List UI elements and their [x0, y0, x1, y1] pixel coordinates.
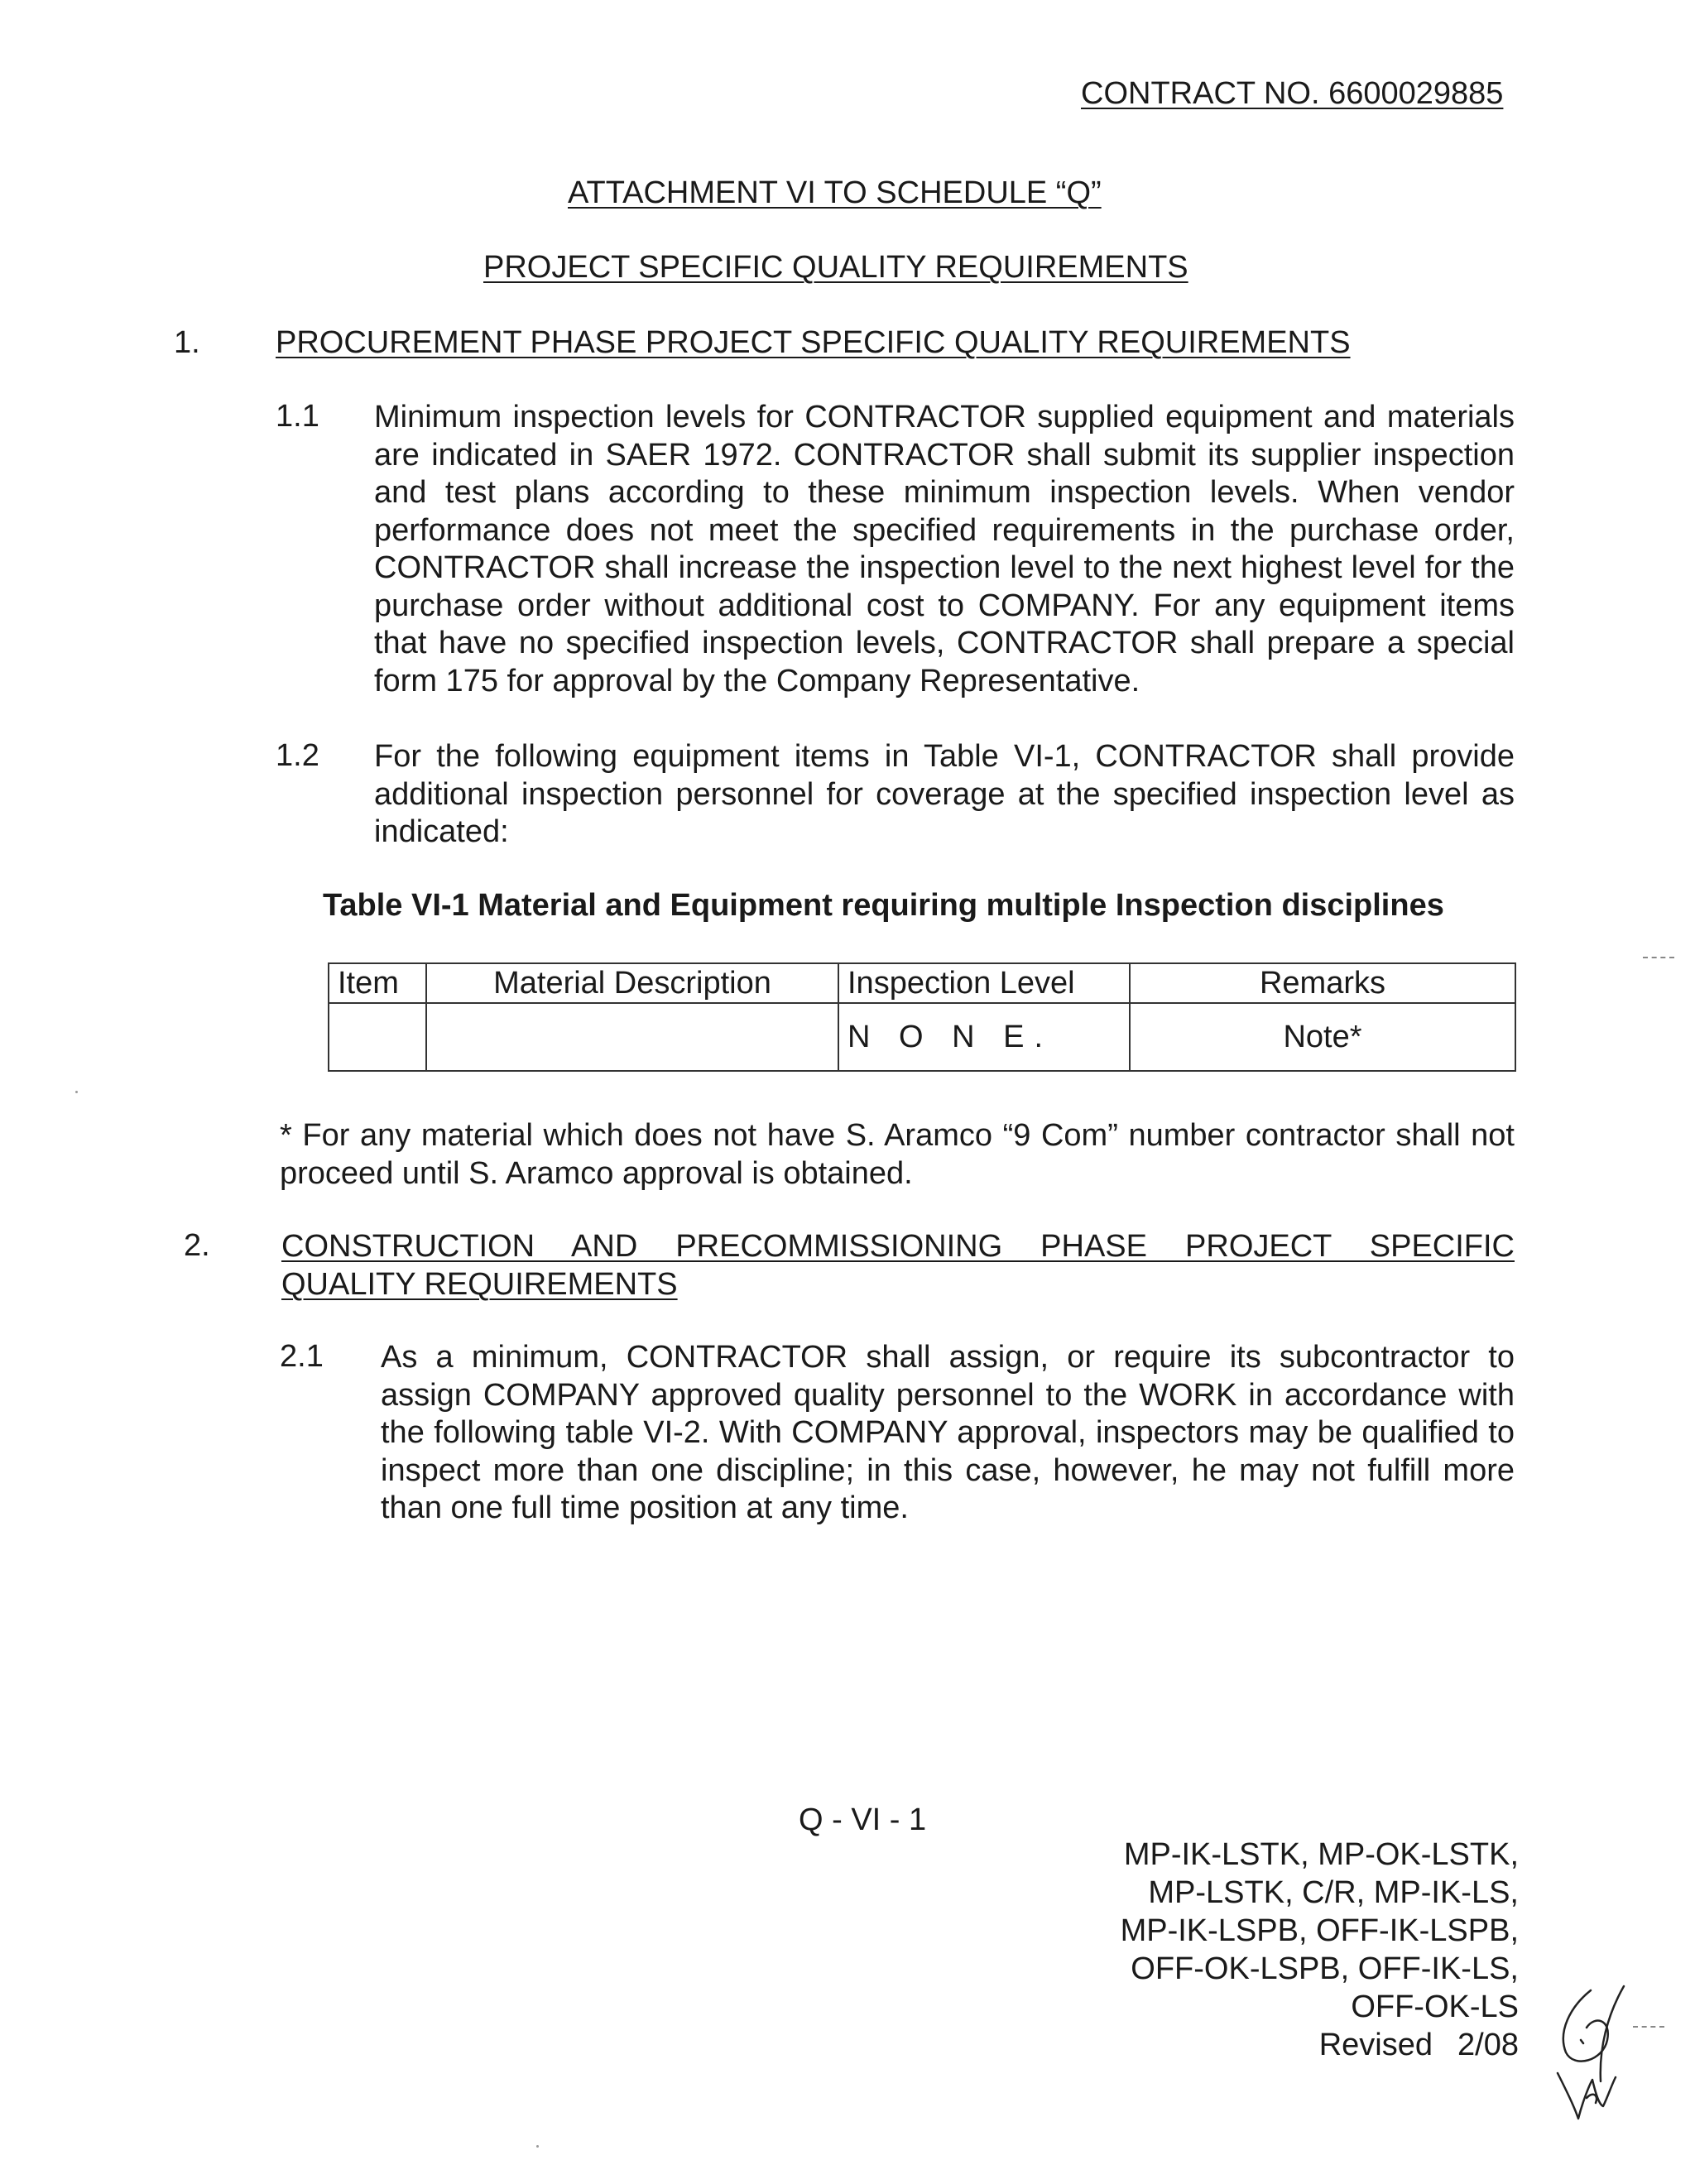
revised-date: 2/08 [1457, 2028, 1519, 2062]
section-1-title: PROCUREMENT PHASE PROJECT SPECIFIC QUALITY REQUIREMENTS [276, 325, 1351, 360]
cell-remarks: Note* [1130, 1003, 1515, 1071]
header-material-description: Material Description [426, 963, 838, 1003]
table-header-row [329, 963, 1515, 1003]
header-inspection-level: Inspection Level [838, 963, 1130, 1003]
contract-number: CONTRACT NO. 6600029885 [1081, 76, 1504, 111]
paragraph-1-2-text: For the following equipment items in Table VI-1, CONTRACTOR shall provide additional inspection personnel for coverage at the specified inspection level as indicated: [374, 739, 1515, 849]
section-2-title [281, 1228, 1515, 1303]
margin-mark [1643, 957, 1674, 958]
inspection-table [328, 962, 1516, 1072]
inspection-level-value: N O N E. [848, 1019, 1054, 1054]
revision-line [1121, 2026, 1519, 2064]
table-caption: Table VI-1 Material and Equipment requiring multiple Inspection disciplines [323, 888, 1444, 923]
document-title: PROJECT SPECIFIC QUALITY REQUIREMENTS [483, 250, 1188, 285]
paragraph-2-1-text: As a minimum, CONTRACTOR shall assign, or require its subcontractor to assign COMPANY approved quality personnel to the WORK in accordance with the following table VI-2. With COMPANY approval, inspectors may be qualified to inspect more than one discipline; in this case, however, he may not fulfill more than one full time position at any time. [381, 1340, 1515, 1525]
section-2-title-line-1: CONSTRUCTION AND PRECOMMISSIONING PHASE PROJECT SPECIFIC [281, 1229, 1515, 1264]
cell-inspection-level [838, 1003, 1130, 1071]
distribution-line: MP-IK-LSPB, OFF-IK-LSPB, [1120, 1913, 1519, 1948]
header-item: Item [329, 963, 426, 1003]
distribution-line: OFF-OK-LS [1351, 1990, 1519, 2024]
cell-material-description [426, 1003, 838, 1071]
paragraph-2-1-number: 2.1 [280, 1339, 324, 1374]
table-footnote: * For any material which does not have S. Aramco “9 Com” number contractor shall not proceed until S. Aramco approval is obtained. [280, 1118, 1515, 1191]
table-row [329, 1003, 1515, 1071]
section-2-number: 2. [184, 1228, 210, 1263]
scan-speck [536, 2145, 539, 2148]
paragraph-1-1-text: Minimum inspection levels for CONTRACTOR supplied equipment and materials are indicated in SAER 1972. CONTRACTOR shall submit its supplier inspection and test plans according to these minimum inspection levels. When vendor performance does not meet the specified requirements in the purchase order, CONTRACTOR shall increase the inspection level to the next highest level for the purchase order without additional cost to COMPANY. For any equipment items that have no specified inspection levels, CONTRACTOR shall prepare a special form 175 for approval by the Company Representative. [374, 400, 1515, 698]
scan-speck [75, 1091, 78, 1093]
section-1-number: 1. [174, 325, 200, 360]
paragraph-1-1-number: 1.1 [276, 399, 319, 434]
distribution-line: MP-IK-LSTK, MP-OK-LSTK, [1123, 1837, 1519, 1872]
signature-initials-icon [1541, 1982, 1632, 2123]
margin-mark [1633, 2026, 1664, 2028]
page-number: Q - VI - 1 [799, 1802, 927, 1837]
attachment-title: ATTACHMENT VI TO SCHEDULE “Q” [568, 175, 1102, 210]
revised-label: Revised [1318, 2028, 1433, 2062]
distribution-line: OFF-OK-LSPB, OFF-IK-LS, [1131, 1951, 1519, 1986]
distribution-list [1121, 1836, 1519, 2064]
header-remarks: Remarks [1130, 963, 1515, 1003]
cell-item [329, 1003, 426, 1071]
section-2-title-line-2: QUALITY REQUIREMENTS [281, 1266, 678, 1302]
distribution-line: MP-LSTK, C/R, MP-IK-LS, [1148, 1875, 1519, 1910]
paragraph-1-2-number: 1.2 [276, 738, 319, 773]
